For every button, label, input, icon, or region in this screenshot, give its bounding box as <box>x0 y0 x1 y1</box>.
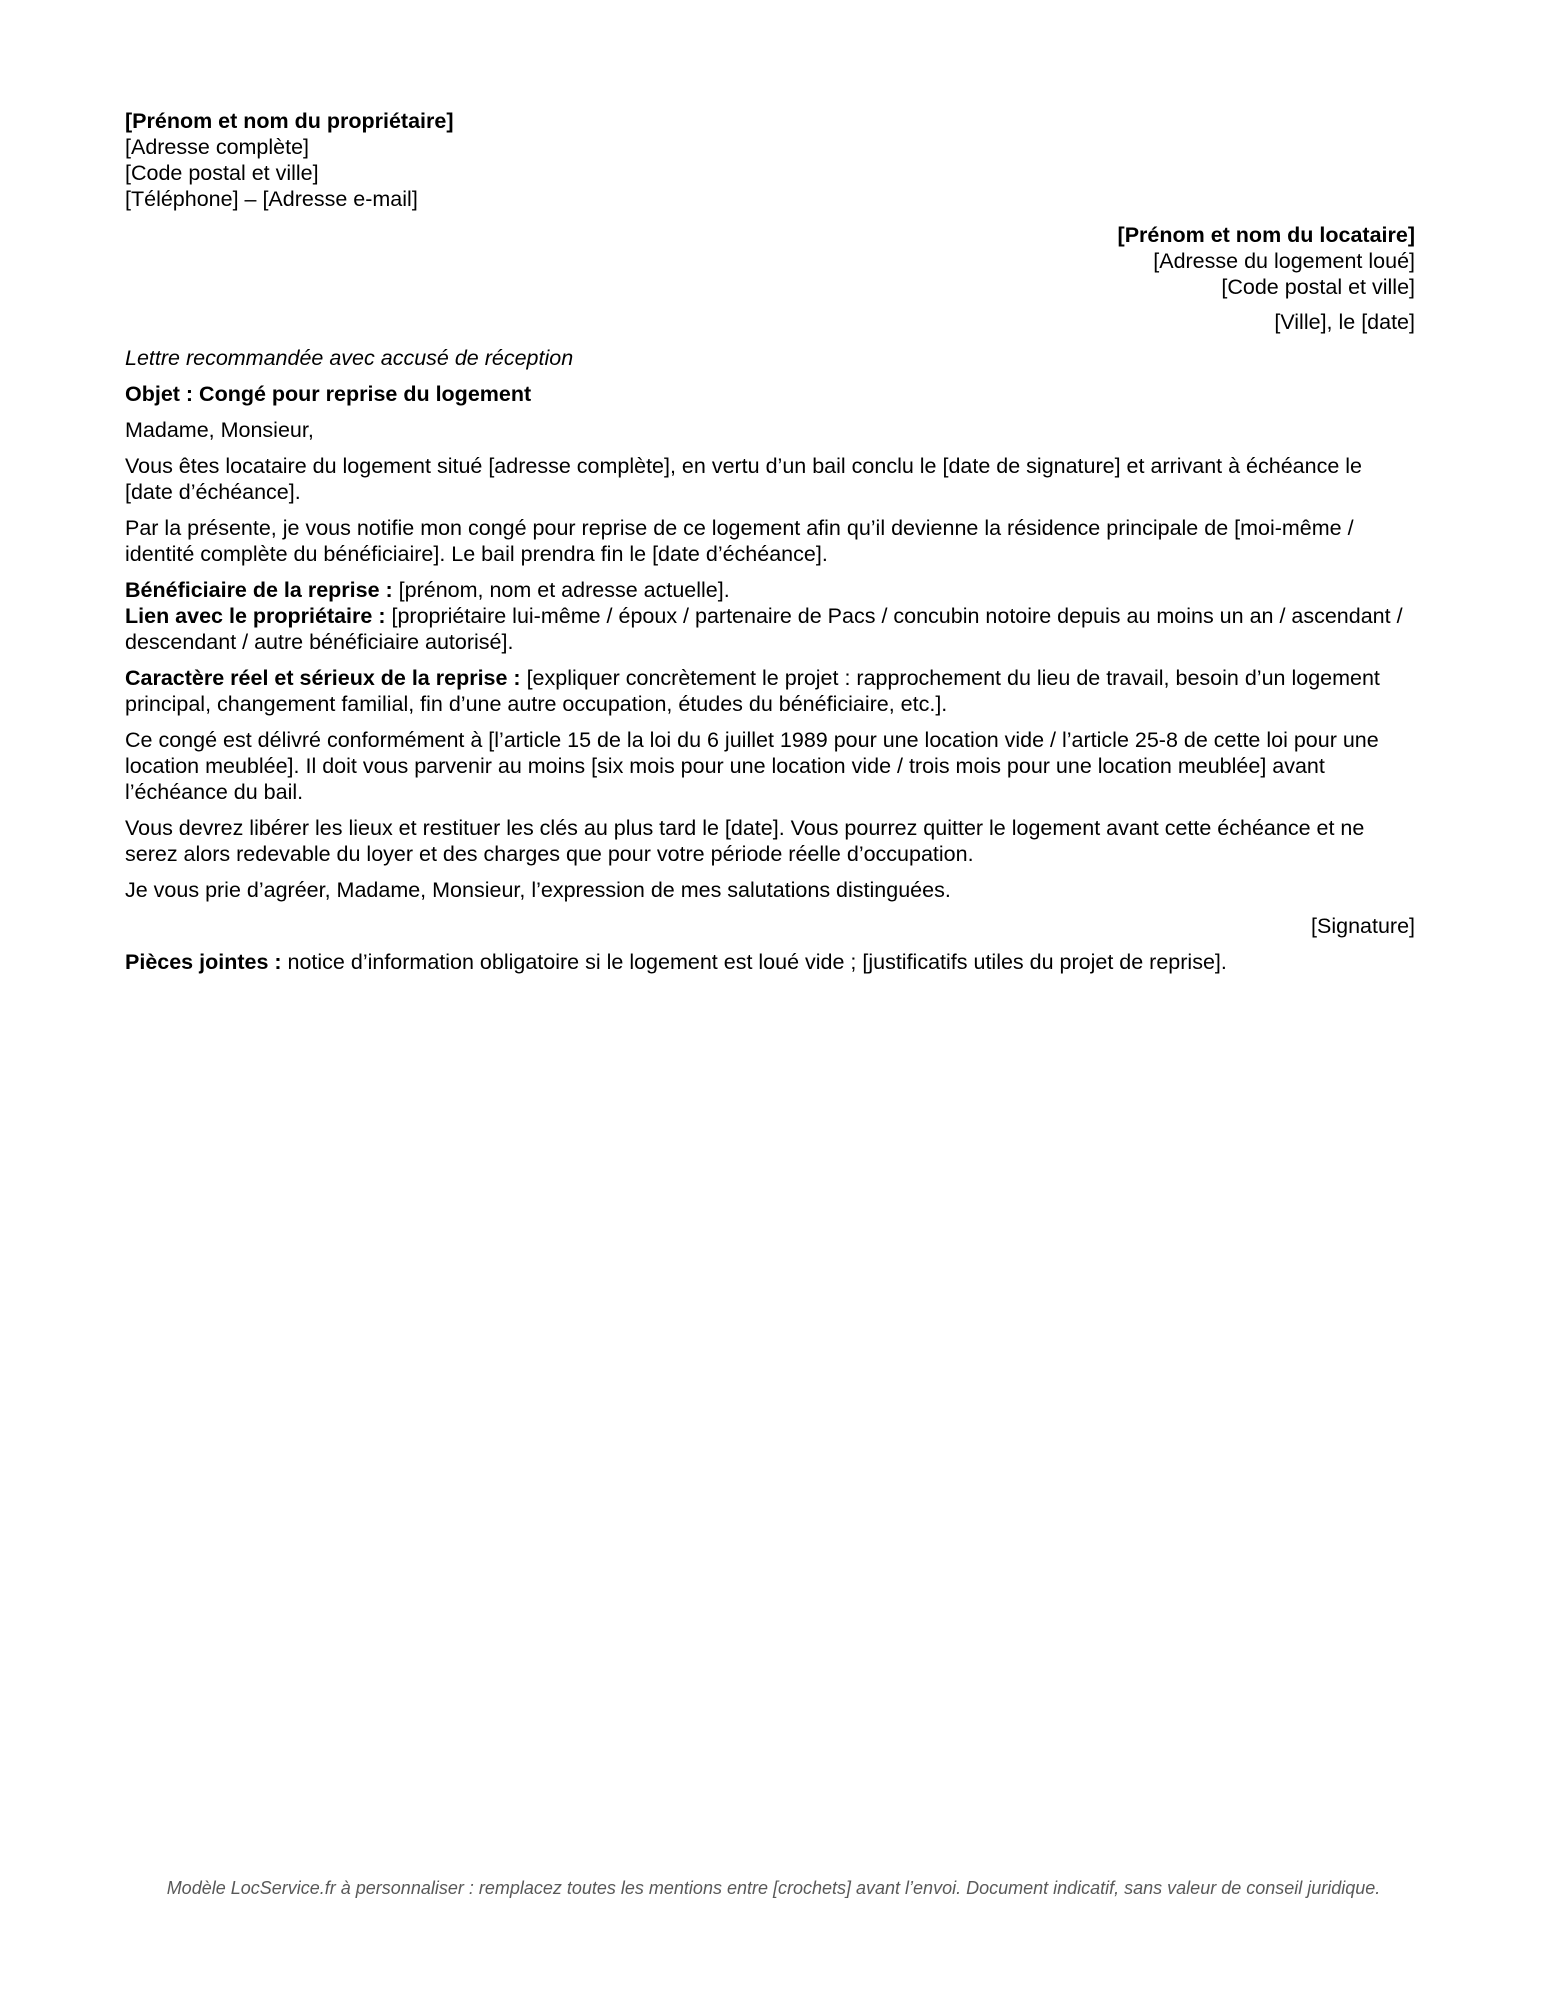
signature: [Signature] <box>1311 914 1415 938</box>
beneficiary-line <box>125 577 1415 603</box>
attachments-line <box>125 949 1415 975</box>
paragraph-legal-basis: Ce congé est délivré conformément à [l’article 15 de la loi du 6 juillet 1989 pour une location vide / l’article 25-8 de cette loi pour une location meublée]. Il doit vous parvenir au moins [six mois pour une location vide / trois mois pour une location meublée] avant l’échéance du bail. <box>125 728 1379 804</box>
delivery-mode: Lettre recommandée avec accusé de réception <box>125 346 574 370</box>
character-text: [expliquer concrètement le projet : rapprochement du lieu de travail, besoin d’un logement principal, changement familial, fin d’une autre occupation, études du bénéficiaire, etc.]. <box>125 666 1380 716</box>
paragraph-character <box>125 665 1415 717</box>
sender-block <box>125 108 1415 212</box>
attachments-label: Pièces jointes : <box>125 950 282 974</box>
beneficiary-label: Bénéficiaire de la reprise : <box>125 578 393 602</box>
character-label: Caractère réel et sérieux de la reprise : <box>125 666 521 690</box>
footer-note: Modèle LocService.fr à personnaliser : remplacez toutes les mentions entre [crochets] avant l’envoi. Document indicatif, sans valeur de conseil juridique. <box>166 1878 1381 1898</box>
link-label: Lien avec le propriétaire : <box>125 604 386 628</box>
paragraph-departure: Vous devrez libérer les lieux et restituer les clés au plus tard le [date]. Vous pourrez quitter le logement avant cette échéance et ne serez alors redevable du loyer et des charges que pour votre période réelle d’occupation. <box>125 816 1365 866</box>
recipient-postal-city: [Code postal et ville] <box>1221 275 1415 299</box>
sender-contact: [Téléphone] – [Adresse e-mail] <box>125 187 418 211</box>
paragraph-notice: Par la présente, je vous notifie mon congé pour reprise de ce logement afin qu’il devienne la résidence principale de [moi-même / identité complète du bénéficiaire]. Le bail prendra fin le [date d’échéance]. <box>125 516 1354 566</box>
recipient-block <box>125 222 1415 300</box>
link-text: [propriétaire lui-même / époux / partenaire de Pacs / concubin notoire depuis au moins un an / ascendant / descendant / autre bénéficiaire autorisé]. <box>125 604 1403 654</box>
sender-name: [Prénom et nom du propriétaire] <box>125 109 454 133</box>
attachments-text: notice d’information obligatoire si le logement est loué vide ; [justificatifs utiles du projet de reprise]. <box>281 950 1227 974</box>
place-date: [Ville], le [date] <box>1274 310 1415 334</box>
beneficiary-text: [prénom, nom et adresse actuelle]. <box>392 578 730 602</box>
closing-formula: Je vous prie d’agréer, Madame, Monsieur, l’expression de mes salutations distinguées. <box>125 878 951 902</box>
sender-address: [Adresse complète] <box>125 135 310 159</box>
link-line <box>125 603 1415 655</box>
beneficiary-section <box>125 577 1415 655</box>
paragraph-lease: Vous êtes locataire du logement situé [adresse complète], en vertu d’un bail conclu le [date de signature] et arrivant à échéance le [date d’échéance]. <box>125 454 1363 504</box>
salutation: Madame, Monsieur, <box>125 418 314 442</box>
sender-postal-city: [Code postal et ville] <box>125 161 319 185</box>
subject-line: Objet : Congé pour reprise du logement <box>125 382 532 406</box>
recipient-address: [Adresse du logement loué] <box>1153 249 1415 273</box>
letter-page <box>125 108 1415 985</box>
recipient-name: [Prénom et nom du locataire] <box>1117 223 1415 247</box>
